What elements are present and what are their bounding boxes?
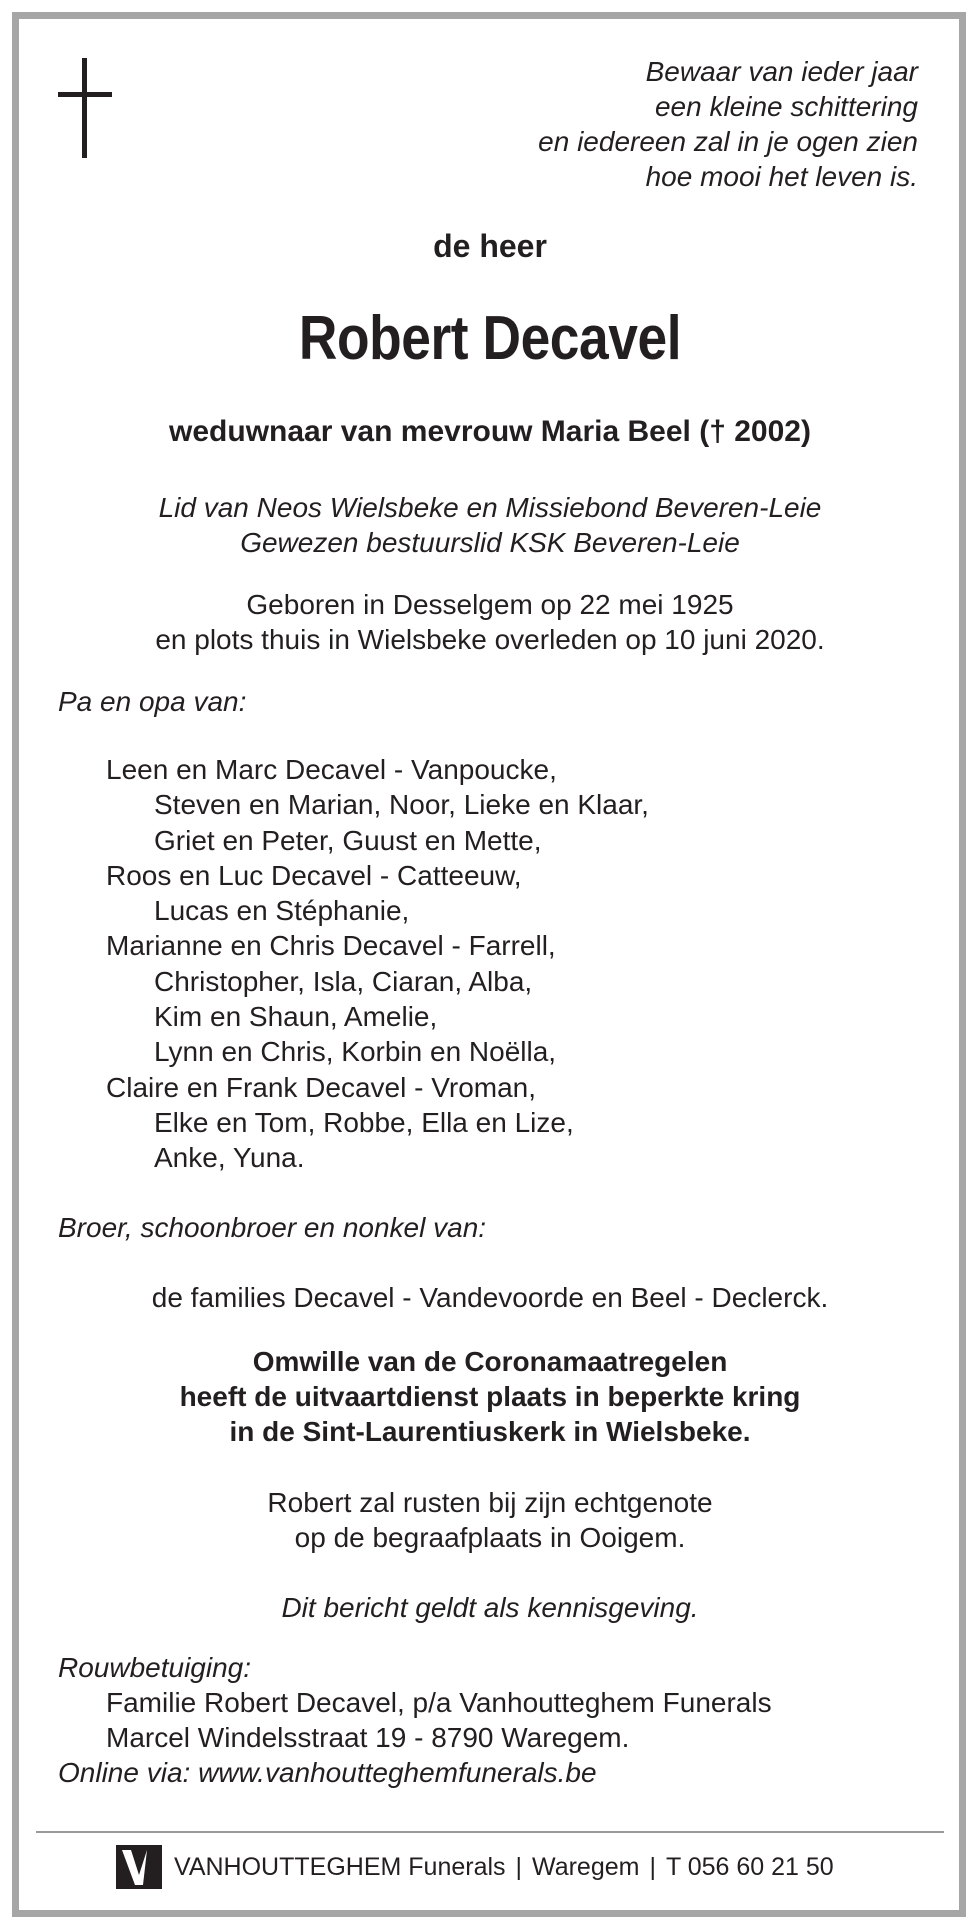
sibling-families-line: de families Decavel - Vandevoorde en Beel - Declerck.	[151, 1282, 829, 1313]
footer-separator: |	[515, 1852, 523, 1881]
poem	[538, 54, 918, 194]
family-list	[106, 752, 649, 1176]
family-subitem: Lynn en Chris, Korbin en Noëlla,	[154, 1036, 557, 1068]
condolence-address-line: Familie Robert Decavel, p/a Vanhoutteghem Funerals	[106, 1687, 772, 1718]
poem-line: een kleine schittering	[654, 91, 918, 122]
footer-divider	[36, 1831, 944, 1833]
family-subitem: Kim en Shaun, Amelie,	[154, 1001, 438, 1033]
burial-line: Robert zal rusten bij zijn echtgenote	[267, 1487, 713, 1518]
sibling-heading: Broer, schoonbroer en nonkel van:	[58, 1212, 487, 1243]
cross-icon	[58, 58, 112, 160]
membership-line: Gewezen bestuurslid KSK Beveren-Leie	[240, 527, 740, 558]
footer-company: VANHOUTTEGHEM Funerals	[174, 1852, 506, 1881]
vanhoutteghem-logo-icon	[116, 1845, 162, 1889]
family-item: Claire en Frank Decavel - Vroman,	[106, 1071, 537, 1103]
burial-info	[0, 1485, 980, 1555]
deceased-name: Robert Decavel	[298, 304, 682, 373]
title-prefix: de heer	[433, 228, 547, 264]
notice-line: Dit bericht geldt als kennisgeving.	[281, 1592, 699, 1623]
death-line: en plots thuis in Wielsbeke overleden op 10 juni 2020.	[155, 624, 825, 655]
condolence	[58, 1650, 772, 1790]
family-subitem: Griet en Peter, Guust en Mette,	[154, 824, 542, 856]
corona-notice	[0, 1344, 980, 1449]
footer-separator: |	[649, 1852, 656, 1881]
corona-line: heeft de uitvaartdienst plaats in beperkte kring	[179, 1381, 801, 1412]
corona-line: Omwille van de Coronamaatregelen	[252, 1346, 728, 1377]
condolence-address-line: Marcel Windelsstraat 19 - 8790 Waregem.	[106, 1722, 630, 1753]
poem-line: Bewaar van ieder jaar	[645, 56, 918, 87]
family-subitem: Steven en Marian, Noor, Lieke en Klaar,	[154, 789, 649, 821]
family-subitem: Christopher, Isla, Ciaran, Alba,	[154, 965, 533, 997]
condolence-online: Online via: www.vanhoutteghemfunerals.be	[58, 1757, 597, 1788]
family-subitem: Anke, Yuna.	[154, 1142, 305, 1174]
family-subitem: Lucas en Stéphanie,	[154, 895, 410, 927]
family-item: Leen en Marc Decavel - Vanpoucke,	[106, 754, 557, 785]
footer-phone: T 056 60 21 50	[665, 1852, 834, 1881]
poem-line: hoe mooi het leven is.	[645, 161, 918, 192]
family-subitem: Elke en Tom, Robbe, Ella en Lize,	[154, 1106, 574, 1138]
poem-line: en iedereen zal in je ogen zien	[538, 126, 918, 157]
footer-city: Waregem	[532, 1852, 640, 1881]
family-heading: Pa en opa van:	[58, 686, 247, 717]
condolence-heading: Rouwbetuiging:	[58, 1652, 252, 1683]
family-item: Roos en Luc Decavel - Catteeuw,	[106, 859, 522, 891]
family-item: Marianne en Chris Decavel - Farrell,	[106, 930, 556, 962]
sibling-families	[0, 1280, 980, 1315]
burial-line: op de begraafplaats in Ooigem.	[294, 1522, 686, 1553]
widow-line: weduwnaar van mevrouw Maria Beel († 2002)	[169, 415, 811, 448]
membership-line: Lid van Neos Wielsbeke en Missiebond Beveren-Leie	[158, 492, 822, 523]
footer	[116, 1843, 834, 1891]
birth-line: Geboren in Desselgem op 22 mei 1925	[246, 589, 734, 620]
notice	[0, 1590, 980, 1625]
memberships	[0, 490, 980, 560]
birth-death	[0, 587, 980, 657]
corona-line: in de Sint-Laurentiuskerk in Wielsbeke.	[229, 1416, 751, 1447]
